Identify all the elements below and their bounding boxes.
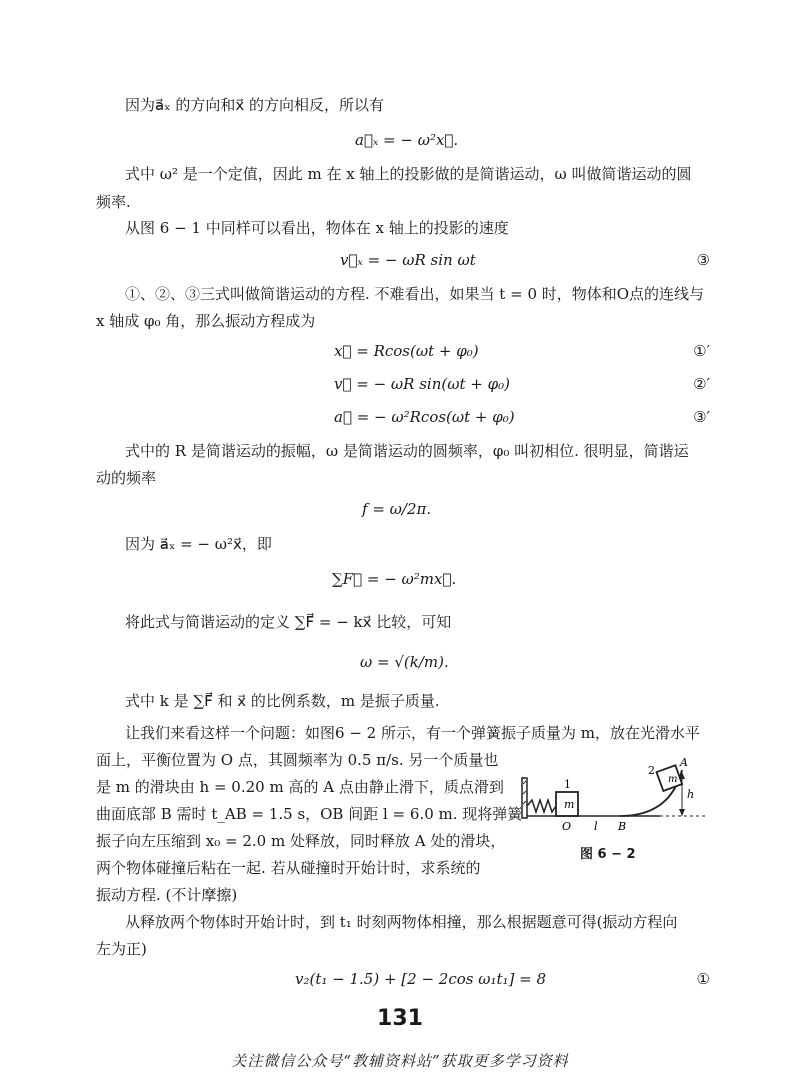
figure-caption: 图 6 − 2 bbox=[580, 847, 636, 862]
equation-number: ①′ bbox=[693, 342, 710, 360]
label-2: 2 bbox=[648, 764, 655, 777]
text-line: 振动方程. (不计摩擦) bbox=[96, 886, 238, 904]
equation-v: v⃗ = − ωR sin(ωt + φ₀) bbox=[334, 375, 510, 393]
text-line: ①、②、③三式叫做简谐运动的方程. 不难看出，如果当 t = 0 时，物体和O点的连线与 bbox=[125, 285, 705, 303]
text-line: 左为正) bbox=[96, 940, 147, 958]
equation-number: ③′ bbox=[693, 408, 710, 426]
text-line: 曲面底部 B 需时 t_AB = 1.5 s，OB 间距 l = 6.0 m. 现将弹簧 bbox=[96, 805, 523, 823]
label-1: 1 bbox=[564, 778, 571, 791]
text-line: 频率. bbox=[96, 193, 131, 211]
equation-vx: v⃗ₓ = − ωR sin ωt bbox=[340, 251, 476, 269]
text-line: 式中 ω² 是一个定值，因此 m 在 x 轴上的投影做的是简谐运动，ω 叫做简谐运动的圆 bbox=[125, 165, 692, 183]
equation-a: a⃗ = − ω²Rcos(ωt + φ₀) bbox=[334, 408, 515, 426]
label-O: O bbox=[562, 820, 572, 833]
equation-number: ③ bbox=[696, 251, 710, 269]
equation-x: x⃗ = Rcos(ωt + φ₀) bbox=[334, 342, 479, 360]
text-line: 是 m 的滑块由 h = 0.20 m 高的 A 点由静止滑下，质点滑到 bbox=[96, 778, 504, 796]
equation-last: v₂(t₁ − 1.5) + [2 − 2cos ω₁t₁] = 8 bbox=[295, 970, 547, 988]
spring bbox=[527, 800, 556, 812]
label-l: l bbox=[594, 820, 598, 833]
text-line: 两个物体碰撞后粘在一起. 若从碰撞时开始计时，求系统的 bbox=[96, 859, 481, 877]
figure-6-2 bbox=[520, 750, 710, 850]
label-h: h bbox=[687, 788, 695, 801]
label-B: B bbox=[618, 820, 627, 833]
label-A: A bbox=[680, 756, 688, 769]
label-m: m bbox=[564, 798, 575, 811]
label-m2: m bbox=[668, 774, 678, 785]
text-line: 因为a⃗ₓ 的方向和x⃗ 的方向相反，所以有 bbox=[125, 96, 384, 114]
wall bbox=[522, 778, 527, 818]
footer-watermark: 关注微信公众号“教辅资料站”获取更多学习资料 bbox=[231, 1052, 569, 1070]
text-line: 式中 k 是 ∑F⃗ 和 x⃗ 的比例系数，m 是振子质量. bbox=[125, 692, 440, 710]
equation-omega: ω = √(k/m). bbox=[360, 653, 449, 671]
text-line: 动的频率 bbox=[96, 469, 157, 487]
text-line: 面上，平衡位置为 O 点，其圆频率为 0.5 π/s. 另一个质量也 bbox=[96, 751, 499, 769]
text-line: x 轴成 φ₀ 角，那么振动方程成为 bbox=[96, 312, 316, 330]
text-line: 从释放两个物体时开始计时，到 t₁ 时刻两物体相撞，那么根据题意可得(振动方程向 bbox=[125, 913, 678, 931]
text-line: 振子向左压缩到 x₀ = 2.0 m 处释放，同时释放 A 处的滑块， bbox=[96, 832, 506, 850]
page-number: 131 bbox=[377, 1006, 423, 1031]
text-line: 将此式与简谐运动的定义 ∑F⃗ = − kx⃗ 比较，可知 bbox=[125, 613, 452, 631]
equation-number: ②′ bbox=[693, 375, 710, 393]
arrow-head-down bbox=[679, 809, 685, 816]
text-line: 从图 6 − 1 中同样可以看出，物体在 x 轴上的投影的速度 bbox=[125, 219, 509, 237]
equation-f: f = ω/2π. bbox=[362, 500, 432, 518]
text-line: 因为 a⃗ₓ = − ω²x⃗，即 bbox=[125, 535, 272, 553]
text-line: 式中的 R 是简谐运动的振幅，ω 是简谐运动的圆频率，φ₀ 叫初相位. 很明显，简谐运 bbox=[125, 442, 689, 460]
equation-number: ① bbox=[696, 970, 710, 988]
equation-sumF: ∑F⃗ = − ω²mx⃗. bbox=[332, 570, 457, 588]
text-line: 让我们来看这样一个问题：如图6 − 2 所示，有一个弹簧振子质量为 m，放在光滑水平 bbox=[125, 724, 700, 742]
equation-ax: a⃗ₓ = − ω²x⃗. bbox=[355, 131, 459, 149]
